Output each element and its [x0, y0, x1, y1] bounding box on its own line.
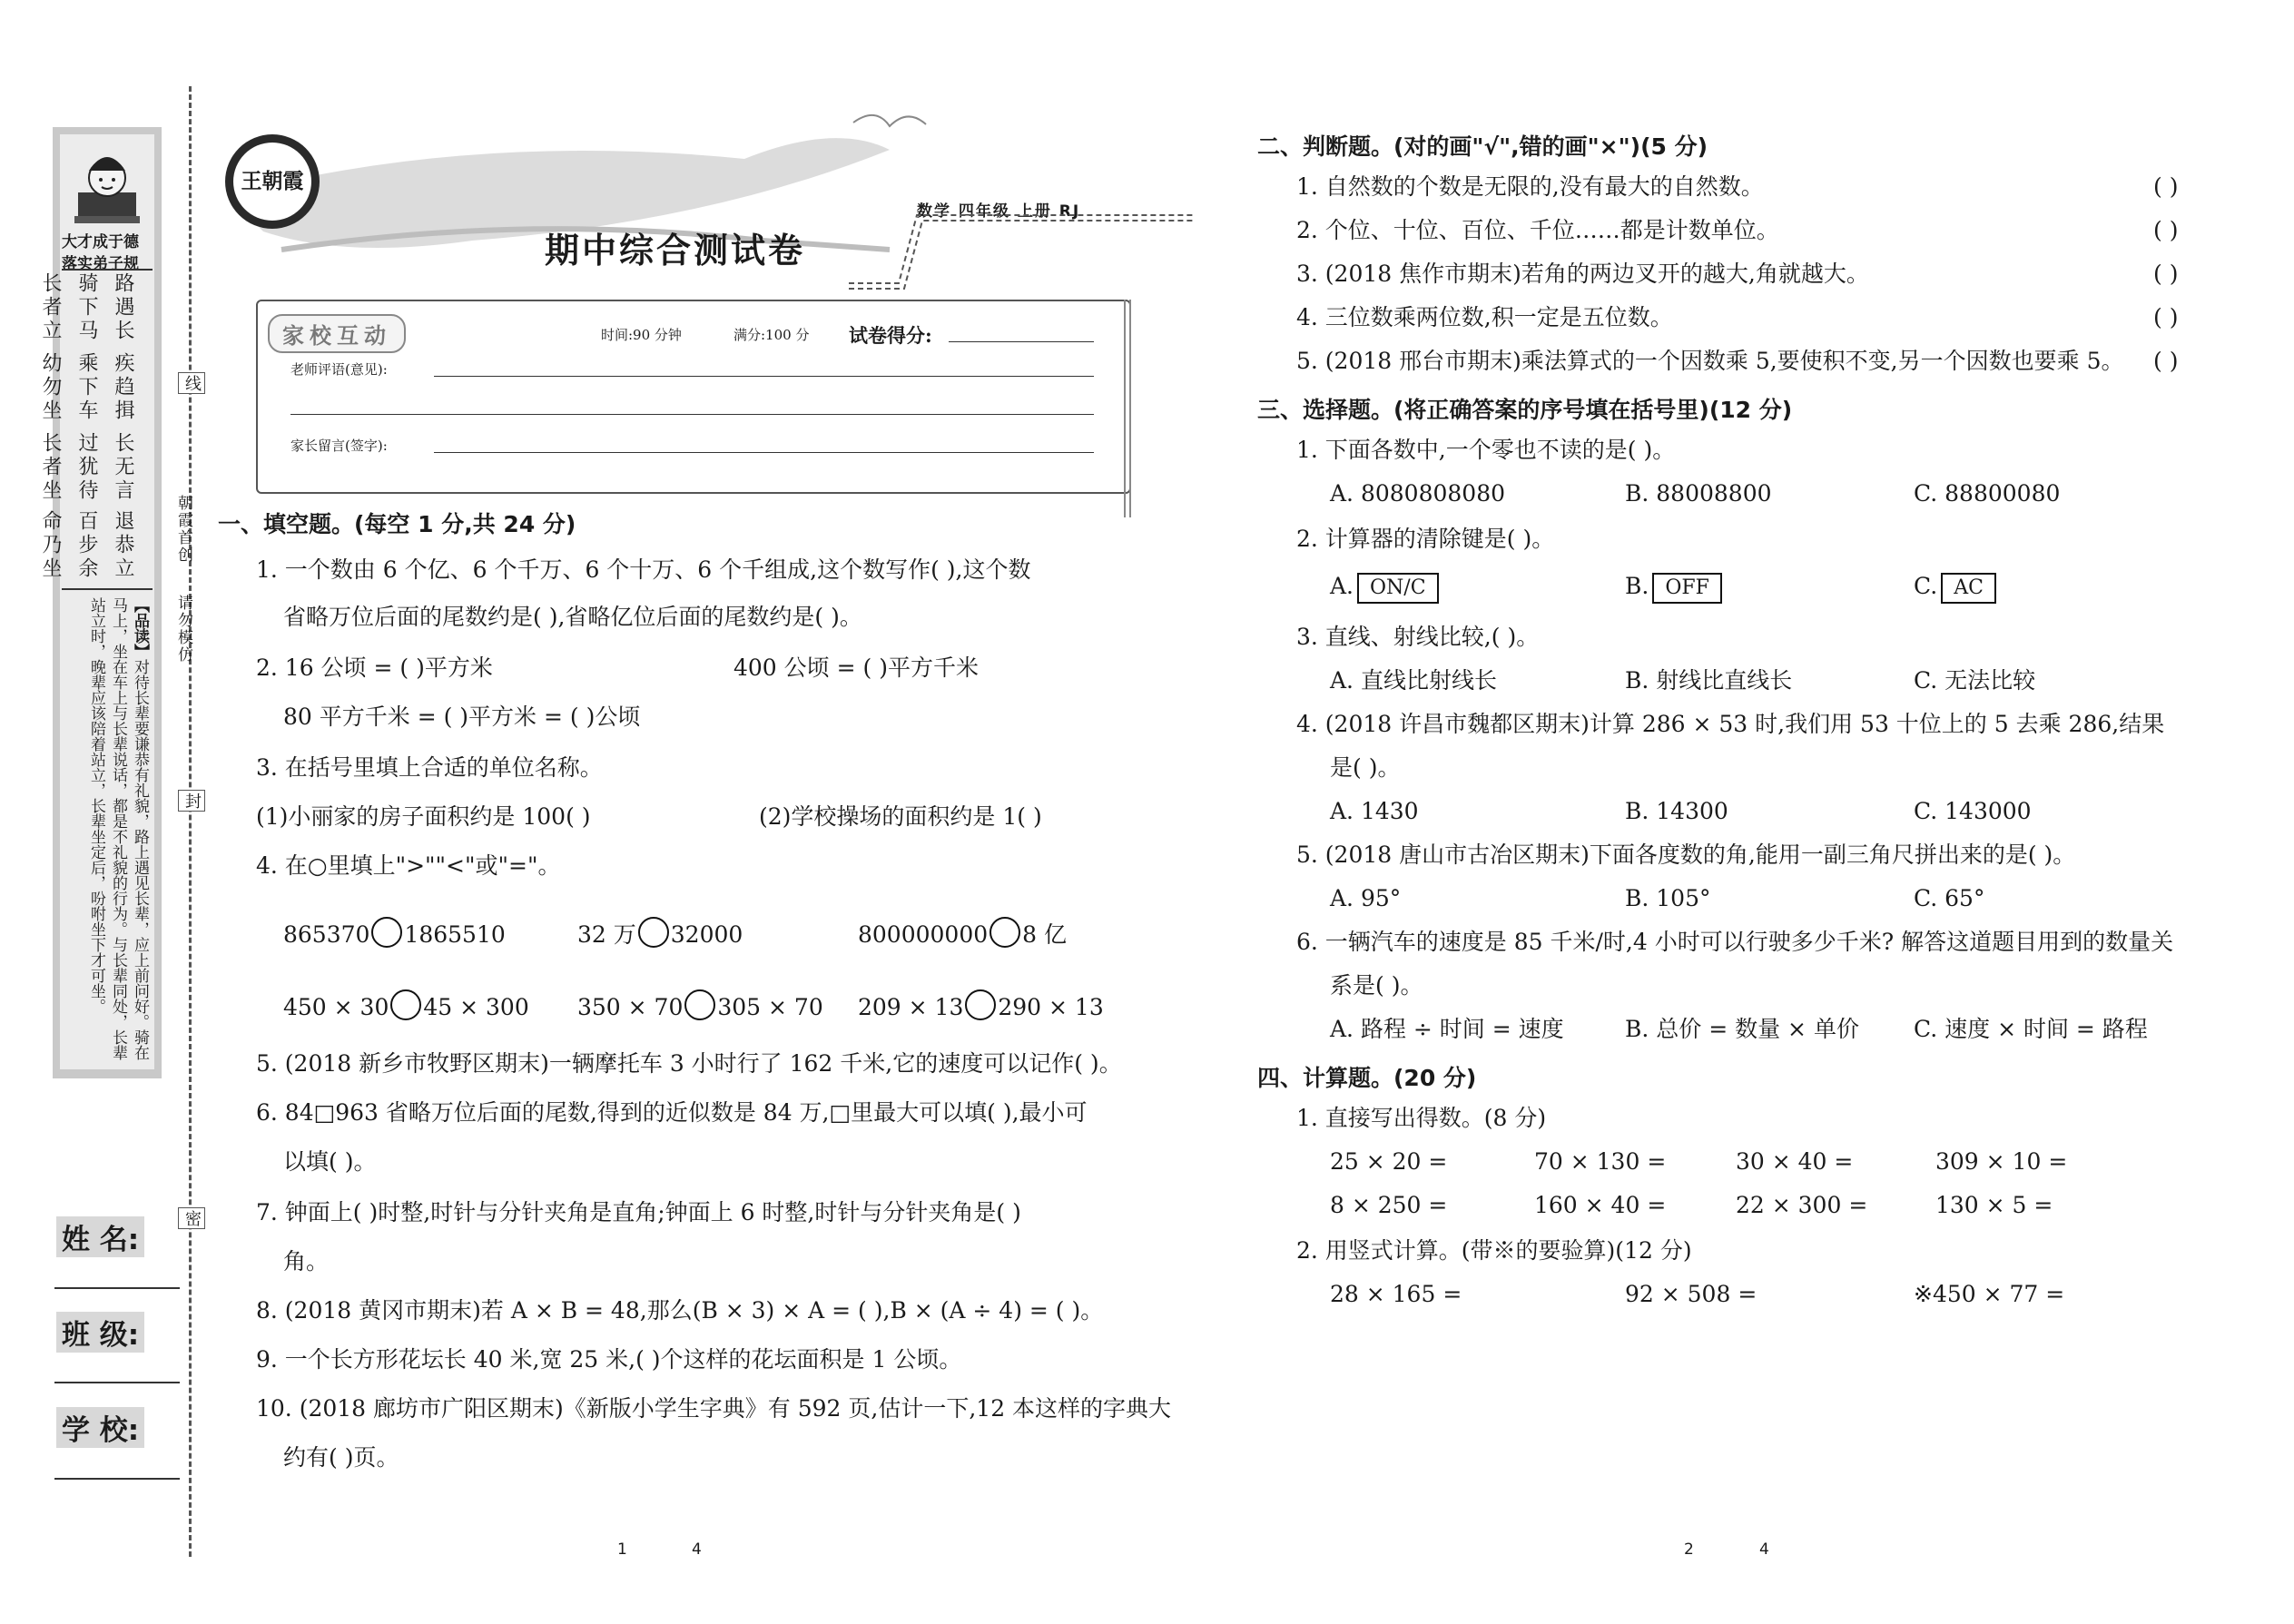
- question-9: 9. 一个长方形花坛长 40 米,宽 25 米,( )个这样的花坛面积是 1 公顷。: [256, 1346, 962, 1373]
- score-field[interactable]: [949, 341, 1094, 342]
- question-10b: 约有( )页。: [283, 1444, 399, 1471]
- choice-option: C. 65°: [1914, 885, 1985, 911]
- teacher-comment-field-2[interactable]: [290, 414, 1094, 415]
- question-1a: 1. 一个数由 6 个亿、6 个千万、6 个十万、6 个千组成,这个数写作( ),这个数: [256, 556, 1031, 583]
- question-8: 8. (2018 黄冈市期末)若 A × B = 48,那么(B × 3) × A = ( ),B × (A ÷ 4) = ( )。: [256, 1297, 1104, 1324]
- judge-answer-box[interactable]: ( ): [2153, 173, 2179, 200]
- page-number: 2: [1684, 1540, 1694, 1559]
- choice-option: B. 总价 = 数量 × 单价: [1625, 1016, 1859, 1042]
- calc-item: 8 × 250 =: [1330, 1192, 1448, 1218]
- school-label: 学 校:: [56, 1407, 144, 1448]
- teacher-comment-field[interactable]: [434, 376, 1094, 377]
- page-number: 1: [617, 1540, 627, 1559]
- verse: 长者立: [39, 272, 62, 343]
- verse: 过犹待: [75, 432, 98, 503]
- question-7b: 角。: [283, 1248, 330, 1275]
- vertical-calc-item: ※450 × 77 =: [1914, 1281, 2065, 1307]
- logo-text: 王朝霞: [233, 143, 311, 221]
- judge-4: 4. 三位数乘两位数,积一定是五位数。: [1296, 304, 1673, 330]
- choice-4a: 4. (2018 许昌市魏都区期末)计算 286 × 53 时,我们用 53 十位上的 5 去乘 286,结果: [1296, 711, 2165, 737]
- compare-item: 800000000 8 亿: [858, 917, 1067, 950]
- judge-answer-box[interactable]: ( ): [2153, 348, 2179, 374]
- choice-2: 2. 计算器的清除键是( )。: [1296, 526, 1555, 552]
- page-total: 4: [1759, 1540, 1769, 1559]
- choice-6b: 系是( )。: [1330, 972, 1423, 999]
- question-3: 3. 在括号里填上合适的单位名称。: [256, 754, 603, 781]
- parent-message-label: 家长留言(签字):: [290, 438, 388, 454]
- section-judgement: 二、判断题。(对的画"√",错的画"×")(5 分): [1257, 133, 1708, 160]
- judge-2: 2. 个位、十位、百位、千位……都是计数单位。: [1296, 217, 1779, 243]
- verse: 百步余: [75, 510, 98, 581]
- brand-logo-icon: [225, 134, 320, 229]
- compare-circle[interactable]: [390, 989, 421, 1020]
- compare-circle[interactable]: [965, 989, 996, 1020]
- note-label: 【品读】: [131, 597, 149, 659]
- side-note-a: 朝霞首创: [174, 495, 192, 564]
- choice-option: C. AC: [1914, 572, 1996, 604]
- verse: 长无言: [112, 432, 134, 503]
- choice-option: B. 14300: [1625, 798, 1728, 824]
- motto-bottom: 落实弟子规: [62, 255, 139, 273]
- subject-banner: 数学 四年级 上册 RJ: [917, 202, 1081, 221]
- compare-circle[interactable]: [638, 917, 669, 948]
- judge-3: 3. (2018 焦作市期末)若角的两边叉开的越大,角就越大。: [1296, 261, 1869, 287]
- motto-panel: [39, 134, 154, 1069]
- question-2c: 80 平方千米 = ( )平方米 = ( )公顷: [283, 704, 641, 730]
- choice-4b: 是( )。: [1330, 754, 1401, 781]
- calc-item: 25 × 20 =: [1330, 1148, 1448, 1175]
- home-school-label: 家校互动: [268, 314, 406, 353]
- compare-item: 865370 1865510: [283, 917, 506, 950]
- choice-option: A. 8080808080: [1330, 480, 1506, 507]
- key-onc: ON/C: [1357, 573, 1439, 604]
- calc-item: 160 × 40 =: [1534, 1192, 1667, 1218]
- page-total: 4: [692, 1540, 702, 1559]
- name-label: 姓 名:: [56, 1216, 144, 1257]
- question-3b: (2)学校操场的面积约是 1( ): [759, 803, 1042, 830]
- note-body: 对待长辈要谦恭有礼貌，路上遇见长辈，应上前问好。骑在马上，坐在车上与长辈说话，都是不礼貌的行为。与长辈同处，长辈站立时，晚辈应该陪着站立，长辈坐定后，吩咐坐下才可坐。: [87, 597, 149, 1060]
- key-off: OFF: [1652, 573, 1722, 604]
- question-3a: (1)小丽家的房子面积约是 100( ): [256, 803, 591, 830]
- motto-sidebar: [39, 127, 162, 1078]
- class-field[interactable]: [54, 1382, 180, 1383]
- name-field[interactable]: [54, 1287, 180, 1289]
- vertical-calc-item: 92 × 508 =: [1625, 1281, 1757, 1307]
- verse: 路遇长: [112, 272, 134, 343]
- choice-option: A. 路程 ÷ 时间 = 速度: [1330, 1016, 1564, 1042]
- choice-3: 3. 直线、射线比较,( )。: [1296, 624, 1540, 650]
- score-label: 试卷得分:: [849, 324, 932, 347]
- reading-note: [69, 597, 151, 1060]
- section-calculation: 四、计算题。(20 分): [1257, 1065, 1477, 1091]
- choice-option: A. 直线比射线长: [1330, 667, 1497, 694]
- question-4: 4. 在○里填上">""<"或"="。: [256, 852, 561, 879]
- question-2b: 400 公顷 = ( )平方千米: [733, 655, 979, 681]
- question-5: 5. (2018 新乡市牧野区期末)一辆摩托车 3 小时行了 162 千米,它的速度可以记作( )。: [256, 1050, 1122, 1077]
- choice-6a: 6. 一辆汽车的速度是 85 千米/时,4 小时可以行驶多少千米? 解答这道题目用到的数量关: [1296, 929, 2174, 955]
- compare-item: 32 万 32000: [577, 917, 743, 950]
- calc-2: 2. 用竖式计算。(带※的要验算)(12 分): [1296, 1237, 1692, 1264]
- choice-option: C. 88800080: [1914, 480, 2061, 507]
- compare-circle[interactable]: [989, 917, 1020, 948]
- note-divider: [62, 588, 153, 590]
- compare-item: 350 × 70 305 × 70: [577, 989, 823, 1022]
- judge-5: 5. (2018 邢台市期末)乘法算式的一个因数乘 5,要使积不变,另一个因数也要乘 5。: [1296, 348, 2124, 374]
- calc-item: 22 × 300 =: [1736, 1192, 1868, 1218]
- scholar-mascot-icon: [71, 140, 143, 231]
- choice-option: A. 1430: [1330, 798, 1419, 824]
- choice-option: A. ON/C: [1330, 572, 1439, 604]
- section-choice: 三、选择题。(将正确答案的序号填在括号里)(12 分): [1257, 397, 1793, 423]
- choice-1: 1. 下面各数中,一个零也不读的是( )。: [1296, 437, 1676, 463]
- motto-top: 大才成于德: [62, 233, 139, 251]
- verse: 幼勿坐: [39, 352, 62, 423]
- box-side-lines: [1124, 300, 1131, 517]
- question-1b: 省略万位后面的尾数约是( ),省略亿位后面的尾数约是( )。: [283, 604, 862, 630]
- compare-item: 209 × 13 290 × 13: [858, 989, 1104, 1022]
- choice-option: A. 95°: [1330, 885, 1402, 911]
- choice-option: C. 143000: [1914, 798, 2032, 824]
- verse: 乘下车: [75, 352, 98, 423]
- question-2a: 2. 16 公顷 = ( )平方米: [256, 655, 493, 681]
- question-6a: 6. 84□963 省略万位后面的尾数,得到的近似数是 84 万,□里最大可以填( ),最小可: [256, 1099, 1088, 1126]
- calc-item: 30 × 40 =: [1736, 1148, 1854, 1175]
- choice-option: B. OFF: [1625, 572, 1722, 604]
- question-6b: 以填( )。: [283, 1148, 377, 1175]
- cut-mark-secret: 密: [178, 1207, 205, 1229]
- question-7a: 7. 钟面上( )时整,时针与分针夹角是直角;钟面上 6 时整,时针与分针夹角是( ): [256, 1199, 1021, 1225]
- subject-bracket: [844, 192, 1198, 292]
- choice-option: B. 射线比直线长: [1625, 667, 1793, 694]
- question-10a: 10. (2018 廊坊市广阳区期末)《新版小学生字典》有 592 页,估计一下,12 本这样的字典大: [256, 1395, 1172, 1422]
- choice-option: C. 速度 × 时间 = 路程: [1914, 1016, 2148, 1042]
- teacher-comment-label: 老师评语(意见):: [290, 361, 388, 378]
- verse: 长者坐: [39, 432, 62, 503]
- calc-item: 130 × 5 =: [1935, 1192, 2053, 1218]
- cut-mark-line: 线: [178, 372, 205, 394]
- parent-message-field[interactable]: [434, 452, 1094, 453]
- cut-mark-seal: 封: [178, 790, 205, 812]
- choice-5: 5. (2018 唐山市古冶区期末)下面各度数的角,能用一副三角尺拼出来的是( )。: [1296, 842, 2076, 868]
- full-score: 满分:100 分: [733, 327, 810, 343]
- choice-option: C. 无法比较: [1914, 667, 2036, 694]
- page-title: 期中综合测试卷: [545, 230, 806, 271]
- verse: 骑下马: [75, 272, 98, 343]
- judge-answer-box[interactable]: ( ): [2153, 304, 2179, 330]
- calc-item: 70 × 130 =: [1534, 1148, 1667, 1175]
- vertical-calc-item: 28 × 165 =: [1330, 1281, 1462, 1307]
- calc-1: 1. 直接写出得数。(8 分): [1296, 1105, 1547, 1131]
- compare-item: 450 × 30 45 × 300: [283, 989, 529, 1022]
- side-note-b: 请勿模仿: [174, 595, 192, 664]
- judge-answer-box[interactable]: ( ): [2153, 261, 2179, 287]
- verse: 命乃坐: [39, 510, 62, 581]
- class-label: 班 级:: [56, 1312, 144, 1353]
- cut-line: [189, 86, 192, 1557]
- judge-answer-box[interactable]: ( ): [2153, 217, 2179, 243]
- choice-option: B. 88008800: [1625, 480, 1772, 507]
- section-fill-blank: 一、填空题。(每空 1 分,共 24 分): [218, 511, 576, 537]
- compare-circle[interactable]: [371, 917, 402, 948]
- compare-circle[interactable]: [684, 989, 715, 1020]
- time-limit: 时间:90 分钟: [601, 327, 682, 343]
- choice-option: B. 105°: [1625, 885, 1711, 911]
- school-field[interactable]: [54, 1478, 180, 1480]
- calc-item: 309 × 10 =: [1935, 1148, 2068, 1175]
- key-ac: AC: [1941, 573, 1996, 604]
- verse: 疾趋揖: [112, 352, 134, 423]
- verse: 退恭立: [112, 510, 134, 581]
- judge-1: 1. 自然数的个数是无限的,没有最大的自然数。: [1296, 173, 1764, 200]
- motto-divider: [62, 269, 153, 271]
